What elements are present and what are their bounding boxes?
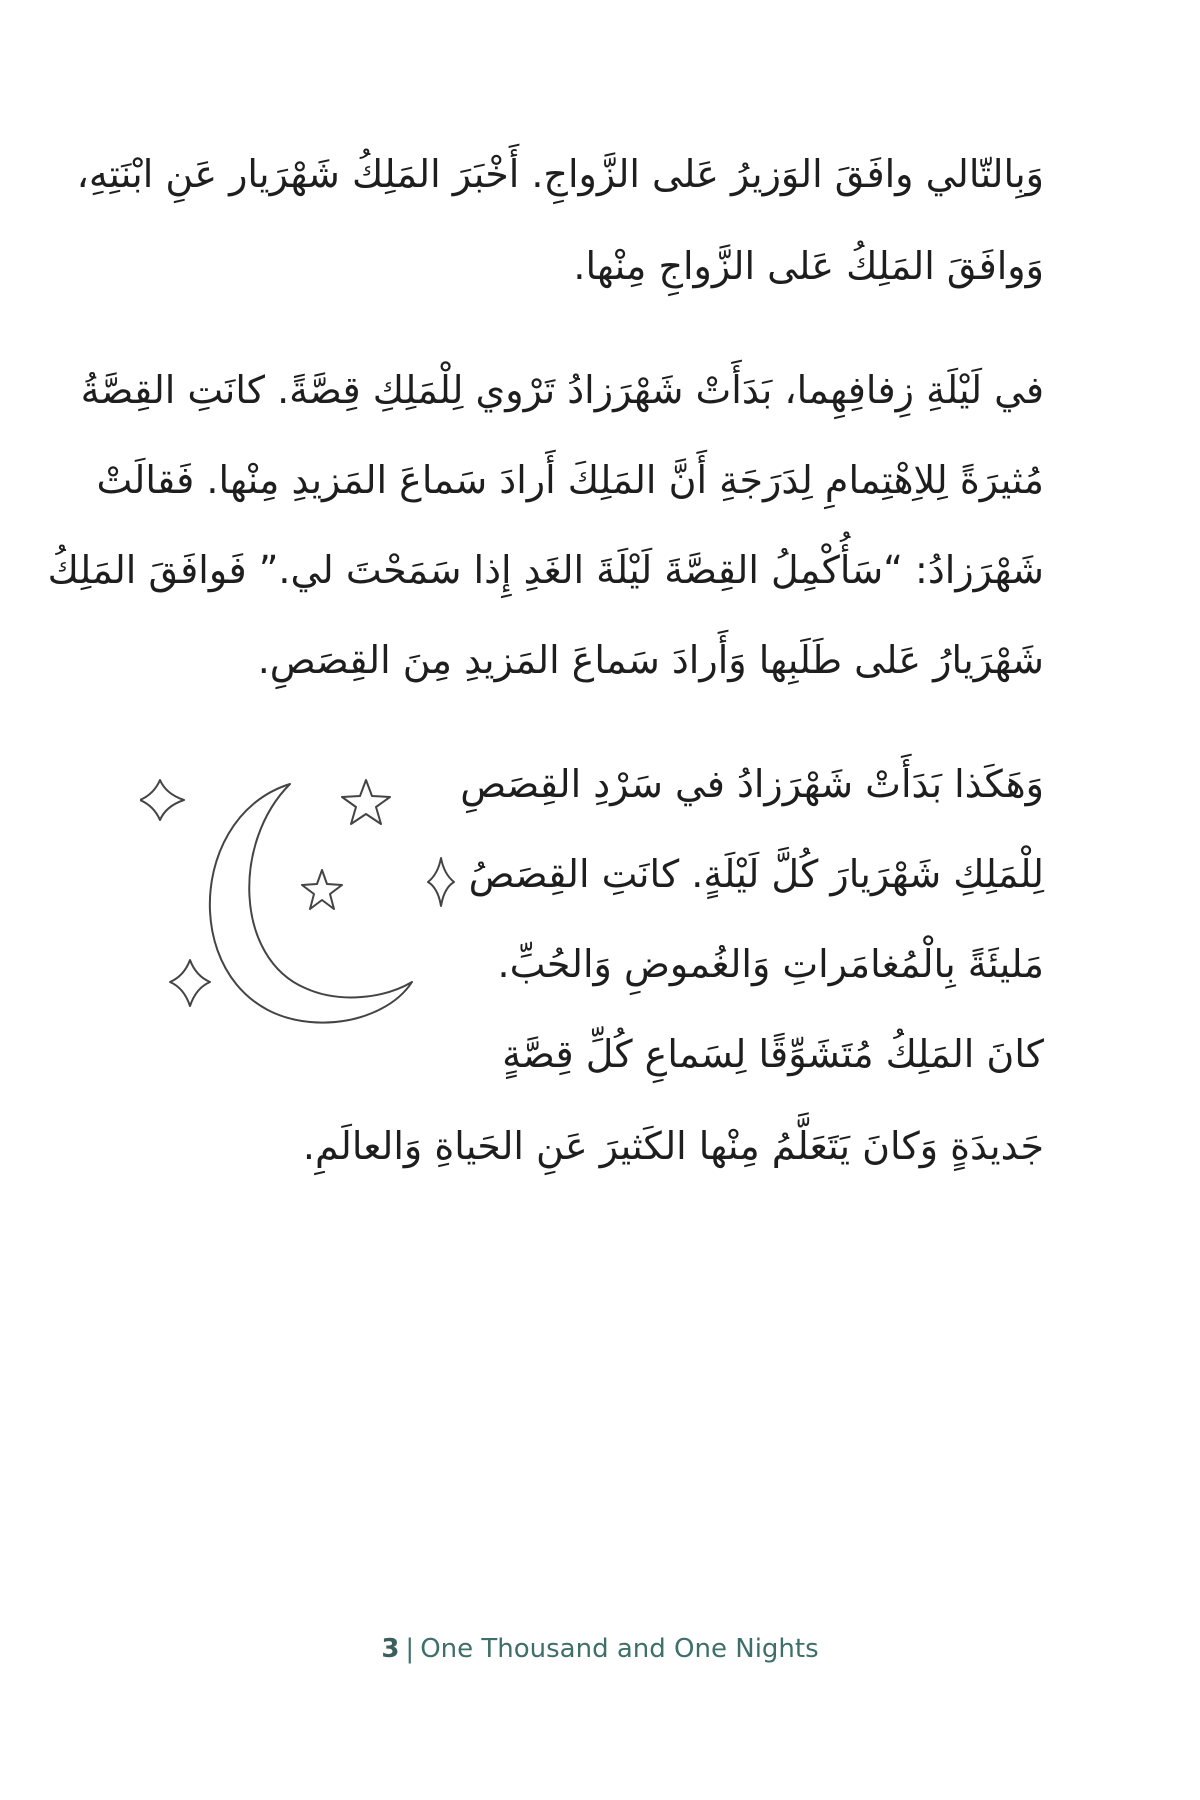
star-icon	[302, 870, 342, 909]
text-line: مُثيرَةً لِلاِهْتِمامِ لِدَرَجَةِ أَنَّ المَلِكَ أَرادَ سَماعَ المَزيدِ مِنْها. فَقالَتْ	[96, 458, 1044, 502]
text-line: شَهْرَزادُ: “سَأُكْمِلُ القِصَّةَ لَيْلَةَ الغَدِ إِذا سَمَحْتَ لي.” فَوافَقَ المَلِكُ	[47, 548, 1044, 592]
text-line: وَوافَقَ المَلِكُ عَلى الزَّواجِ مِنْها.	[573, 244, 1044, 288]
sparkle-icon	[428, 858, 454, 906]
text-line: مَليئَةً بِالْمُغامَراتِ وَالغُموضِ وَالحُبِّ.	[497, 942, 1044, 986]
page-number: 3	[381, 1634, 400, 1664]
text-line: لِلْمَلِكِ شَهْرَيارَ كُلَّ لَيْلَةٍ. كانَتِ القِصَصُ	[468, 852, 1044, 896]
sparkle-icon	[140, 780, 184, 820]
sparkle-icon	[170, 960, 210, 1006]
star-icon	[342, 780, 390, 824]
text-line: وَهَكَذا بَدَأَتْ شَهْرَزادُ في سَرْدِ القِصَصِ	[460, 762, 1044, 806]
book-title: One Thousand and One Nights	[420, 1634, 819, 1664]
text-line: شَهْرَيارُ عَلى طَلَبِها وَأَرادَ سَماعَ المَزيدِ مِنَ القِصَصِ.	[257, 638, 1044, 682]
footer-separator: |	[405, 1634, 415, 1664]
text-line: جَديدَةٍ وَكانَ يَتَعَلَّمُ مِنْها الكَثيرَ عَنِ الحَياةِ وَالعالَمِ.	[302, 1124, 1044, 1168]
text-line: في لَيْلَةِ زِفافِهِما، بَدَأَتْ شَهْرَزادُ تَرْوي لِلْمَلِكِ قِصَّةً. كانَتِ القِصَّةُ	[80, 368, 1044, 412]
moon-and-stars-illustration	[140, 760, 470, 1060]
page-footer	[0, 1634, 1200, 1664]
text-line: كانَ المَلِكُ مُتَشَوِّقًا لِسَماعِ كُلِّ قِصَّةٍ	[502, 1032, 1044, 1076]
text-line: وَبِالتّالي وافَقَ الوَزيرُ عَلى الزَّواجِ. أَخْبَرَ المَلِكُ شَهْرَيار عَنِ ابْنَتِهِ،	[76, 152, 1044, 196]
